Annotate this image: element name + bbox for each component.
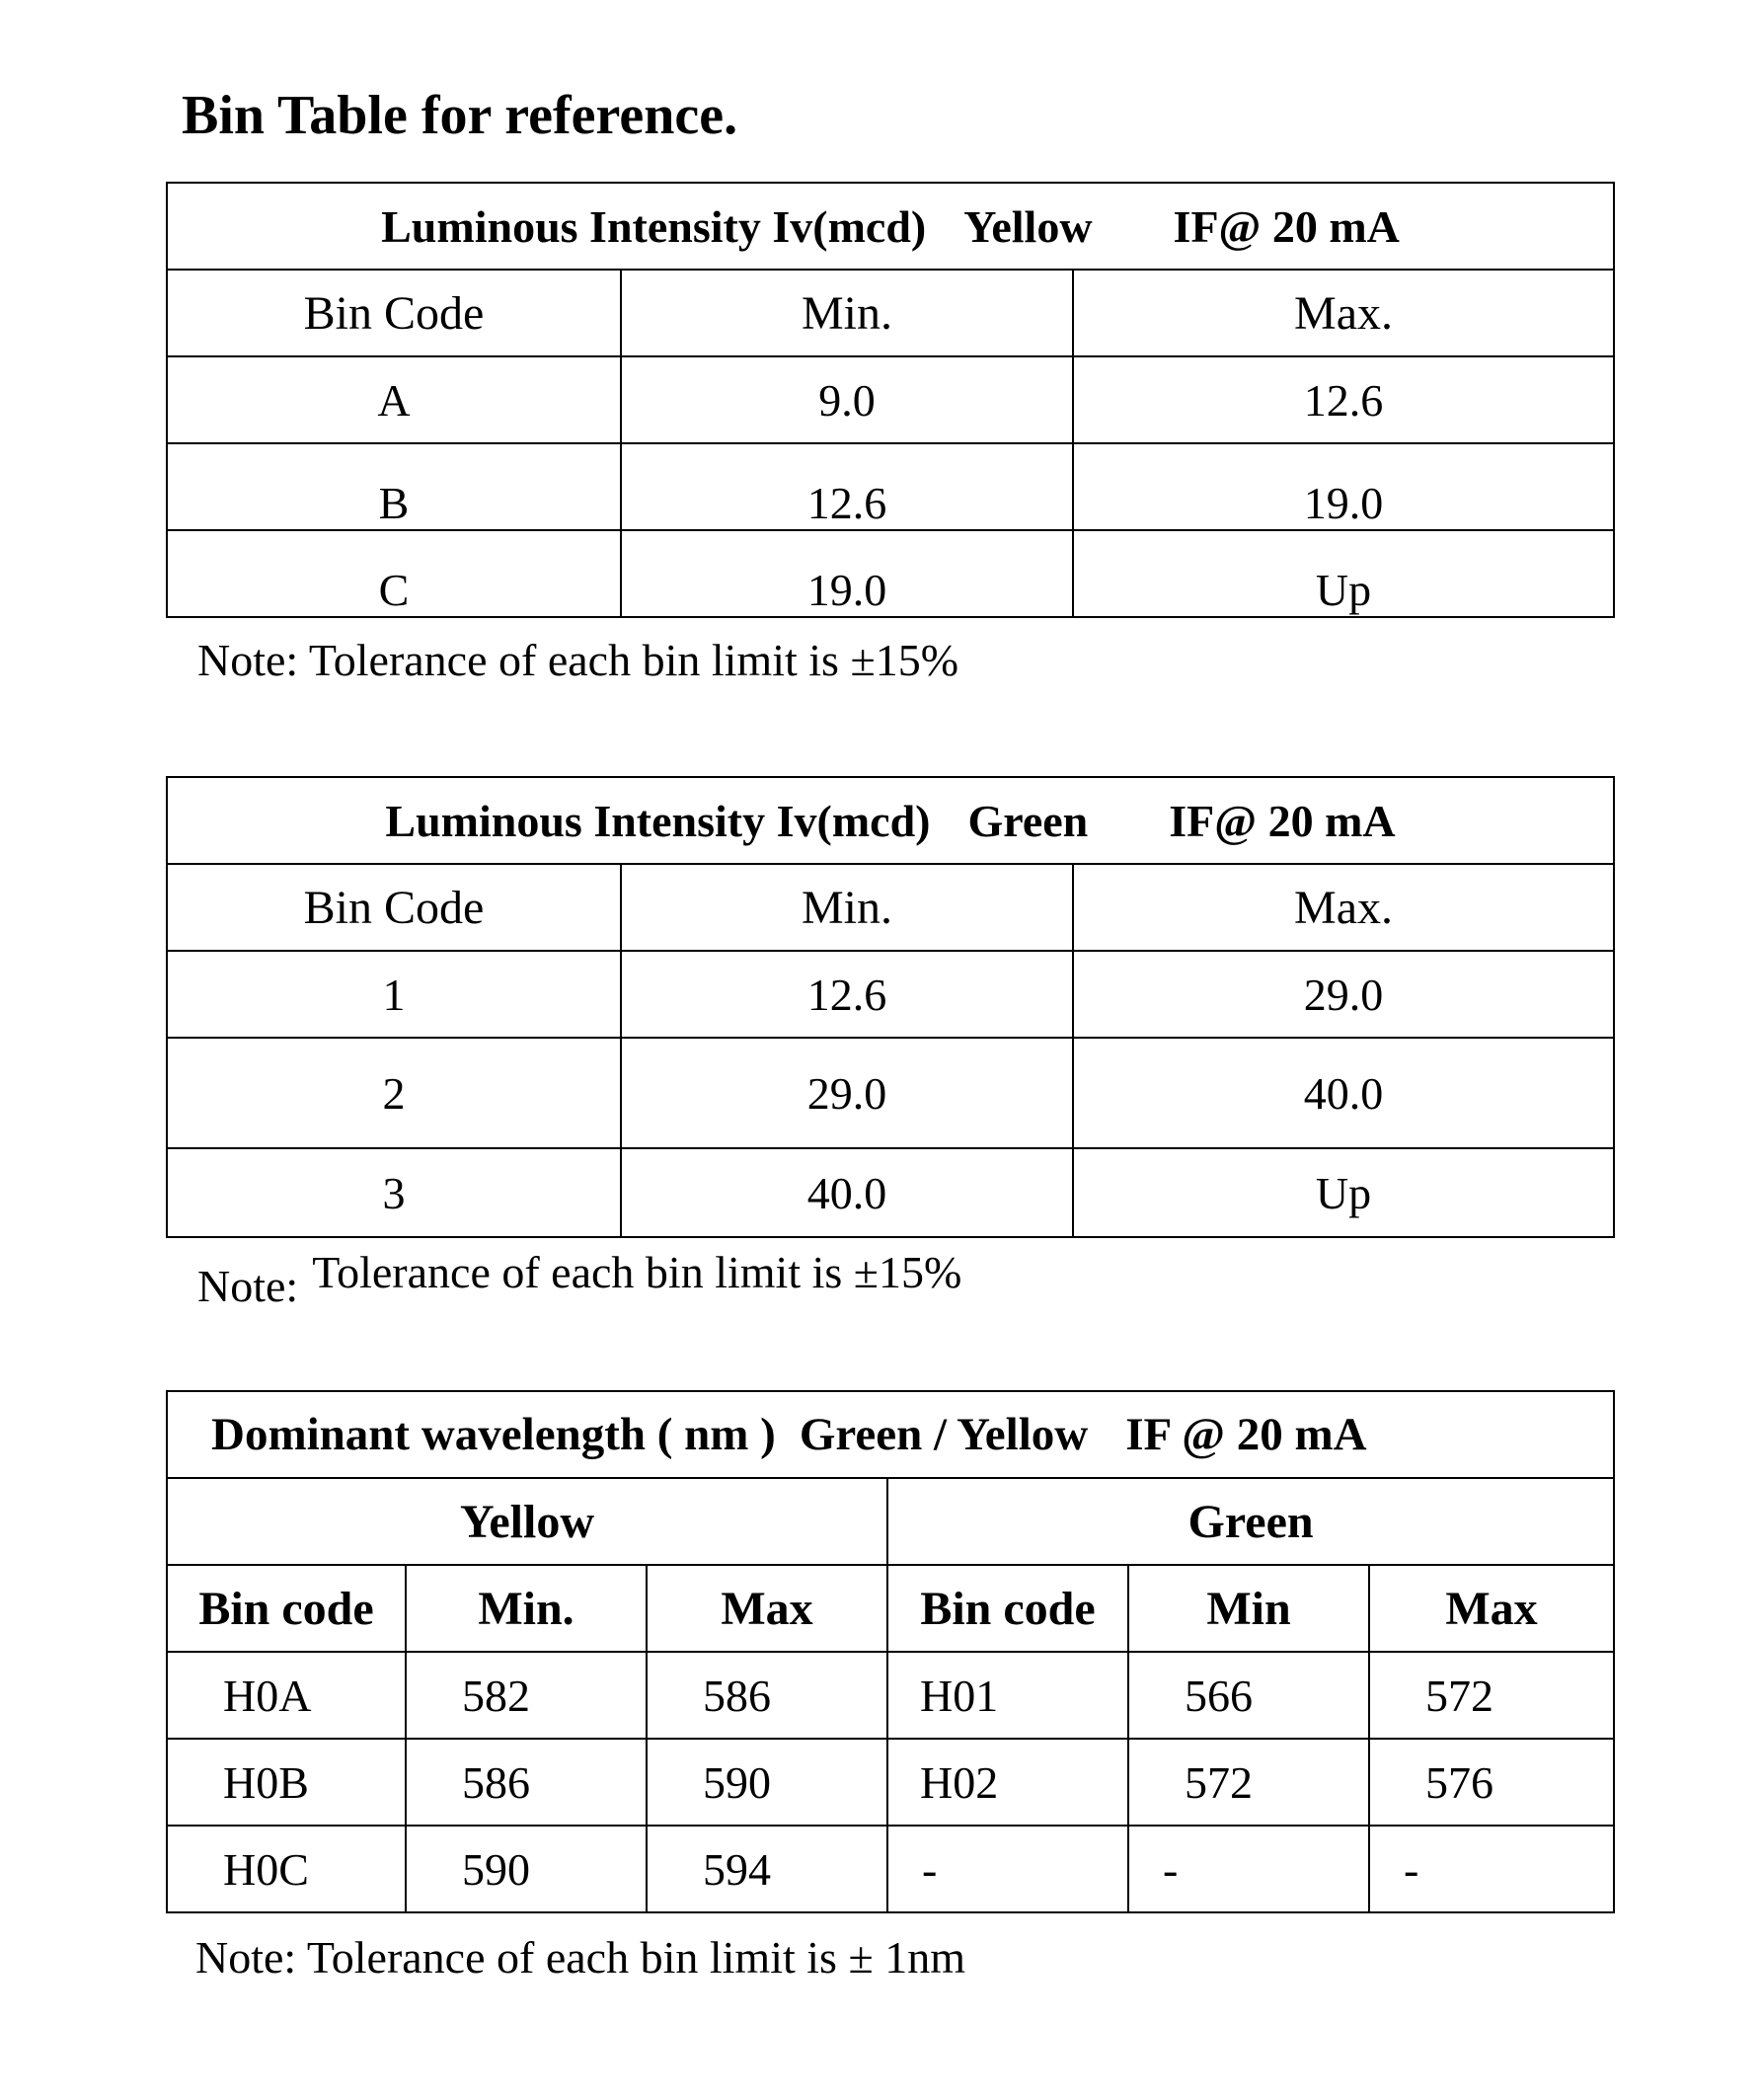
yellow-intensity-note: Note: Tolerance of each bin limit is ±15% [197, 635, 959, 685]
table-row [167, 951, 1614, 1038]
green-intensity-note [197, 1246, 962, 1311]
table-row [167, 530, 1614, 617]
max-cell: 12.6 [1073, 356, 1614, 443]
yellow-intensity-table [166, 182, 1615, 618]
bin-code-cell: 1 [167, 951, 621, 1038]
yellow-min-cell: 582 [406, 1652, 647, 1739]
column-header-bin-code: Bin Code [167, 270, 621, 356]
wavelength-title-main: Dominant wavelength ( nm ) [211, 1409, 776, 1460]
column-header-yellow-bin-code: Bin code [167, 1565, 406, 1652]
yellow-max-cell: 594 [647, 1826, 887, 1912]
green-title-main: Luminous Intensity Iv(mcd) [385, 795, 931, 846]
wavelength-title-color: Green / Yellow [799, 1409, 1089, 1460]
green-bin-code-cell: H02 [887, 1739, 1128, 1826]
column-header-green-max: Max [1369, 1565, 1614, 1652]
note-text: Tolerance of each bin limit is ±15% [312, 1247, 962, 1297]
yellow-max-cell: 590 [647, 1739, 887, 1826]
cell-text: 12.6 [806, 478, 887, 528]
note-label: Note: [197, 1261, 299, 1311]
green-intensity-title [167, 777, 1614, 864]
group-header-yellow: Yellow [167, 1478, 887, 1565]
yellow-intensity-title [167, 183, 1614, 270]
yellow-bin-code-cell: H0B [167, 1739, 406, 1826]
bin-code-cell: 2 [167, 1038, 621, 1148]
yellow-title-color: Yellow [963, 200, 1093, 252]
table-row [167, 1148, 1614, 1237]
wavelength-title [167, 1391, 1614, 1478]
cell-text: 19.0 [806, 565, 887, 615]
cell-text: B [378, 478, 410, 528]
table-row [167, 1826, 1614, 1912]
column-header-yellow-max: Max [647, 1565, 887, 1652]
column-header-green-bin-code: Bin code [887, 1565, 1128, 1652]
table-row [167, 1038, 1614, 1148]
bin-code-cell [167, 530, 621, 617]
cell-text: 19.0 [1303, 478, 1384, 528]
min-cell [621, 443, 1073, 530]
yellow-bin-code-cell: H0C [167, 1826, 406, 1912]
min-cell [621, 530, 1073, 617]
yellow-title-main: Luminous Intensity Iv(mcd) [381, 200, 927, 252]
wavelength-table [166, 1390, 1615, 1913]
yellow-max-cell: 586 [647, 1652, 887, 1739]
column-header-min: Min. [621, 864, 1073, 951]
min-cell: 40.0 [621, 1148, 1073, 1237]
bin-code-cell: A [167, 356, 621, 443]
yellow-min-cell: 586 [406, 1739, 647, 1826]
min-cell: 12.6 [621, 951, 1073, 1038]
green-min-cell: 566 [1128, 1652, 1369, 1739]
table-row [167, 1739, 1614, 1826]
bin-code-cell [167, 443, 621, 530]
table-row [167, 1652, 1614, 1739]
green-bin-code-cell: - [887, 1826, 1128, 1912]
yellow-bin-code-cell: H0A [167, 1652, 406, 1739]
green-max-cell: - [1369, 1826, 1614, 1912]
min-cell: 9.0 [621, 356, 1073, 443]
table-row [167, 356, 1614, 443]
max-cell [1073, 443, 1614, 530]
green-min-cell: - [1128, 1826, 1369, 1912]
column-header-bin-code: Bin Code [167, 864, 621, 951]
min-cell: 29.0 [621, 1038, 1073, 1148]
column-header-yellow-min: Min. [406, 1565, 647, 1652]
green-min-cell: 572 [1128, 1739, 1369, 1826]
max-cell: 40.0 [1073, 1038, 1614, 1148]
wavelength-note: Note: Tolerance of each bin limit is ± 1nm [195, 1932, 965, 1983]
group-header-green: Green [887, 1478, 1614, 1565]
max-cell [1073, 530, 1614, 617]
green-title-color: Green [967, 795, 1089, 846]
yellow-min-cell: 590 [406, 1826, 647, 1912]
green-intensity-table [166, 776, 1615, 1238]
page-title: Bin Table for reference. [182, 85, 738, 146]
wavelength-title-condition: IF @ 20 mA [1125, 1409, 1367, 1460]
column-header-green-min: Min [1128, 1565, 1369, 1652]
green-bin-code-cell: H01 [887, 1652, 1128, 1739]
bin-code-cell: 3 [167, 1148, 621, 1237]
max-cell: Up [1073, 1148, 1614, 1237]
green-title-condition: IF@ 20 mA [1169, 795, 1396, 846]
column-header-min: Min. [621, 270, 1073, 356]
table-row [167, 443, 1614, 530]
green-max-cell: 576 [1369, 1739, 1614, 1826]
column-header-max: Max. [1073, 864, 1614, 951]
column-header-max: Max. [1073, 270, 1614, 356]
max-cell: 29.0 [1073, 951, 1614, 1038]
cell-text: C [378, 565, 410, 615]
yellow-title-condition: IF@ 20 mA [1173, 200, 1400, 252]
green-max-cell: 572 [1369, 1652, 1614, 1739]
cell-text: Up [1315, 565, 1372, 615]
